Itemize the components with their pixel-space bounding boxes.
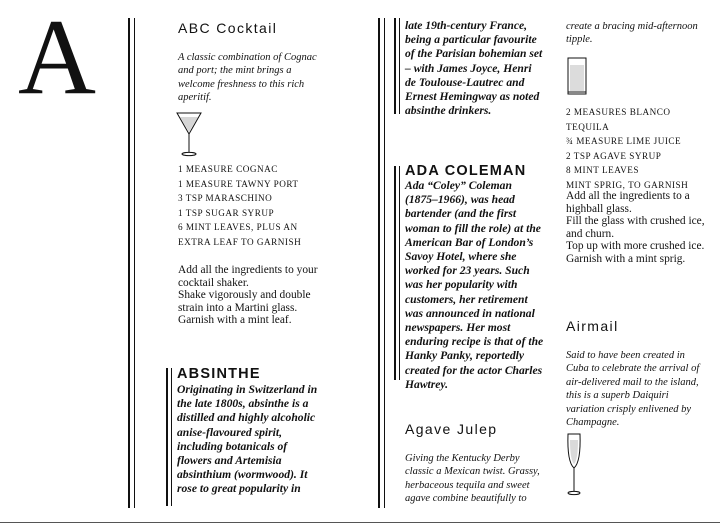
section-rule-absinthe bbox=[166, 368, 168, 506]
method-abc-cocktail bbox=[178, 264, 324, 327]
ingredient-item: 2 TSP AGAVE SYRUP bbox=[566, 150, 662, 161]
ingredient-item: MINT SPRIG, TO GARNISH bbox=[566, 179, 689, 190]
recipe-title-airmail: Airmail bbox=[566, 318, 619, 334]
ingredient-item: 1 MEASURE COGNAC bbox=[178, 164, 278, 174]
ingredient-list-abc-cocktail bbox=[178, 162, 328, 250]
recipe-intro-abc-cocktail: A classic combination of Cognac and port; the mint brings a welcome freshness to this rich aperitif. bbox=[178, 52, 317, 104]
section-rule-absinthe-thin bbox=[171, 368, 172, 506]
recipe-title-agave-julep: Agave Julep bbox=[405, 421, 498, 437]
ingredient-item: 3 TSP MARASCHINO bbox=[178, 193, 273, 204]
recipe-title-abc-cocktail: ABC Cocktail bbox=[178, 20, 278, 36]
page-bottom-rule bbox=[0, 522, 720, 523]
recipe-intro-agave-julep-continued: create a bracing mid-afternoon tipple. bbox=[566, 21, 698, 46]
method-step: Add all the ingredients to your cocktail shaker. bbox=[178, 264, 318, 289]
column-rule-left-thin bbox=[134, 18, 135, 508]
highball-glass-icon bbox=[566, 55, 588, 97]
ingredient-item: 1 MEASURE TAWNY PORT bbox=[178, 178, 299, 189]
ingredient-item: 2 MEASURES BLANCO TEQUILA bbox=[566, 107, 671, 132]
section-rule-ada-coleman-thin bbox=[399, 166, 400, 380]
column-rule-left bbox=[128, 18, 130, 508]
method-step: Top up with more crushed ice. bbox=[566, 240, 705, 253]
method-step: Fill the glass with crushed ice, and churn. bbox=[566, 215, 705, 240]
method-step: Shake vigorously and double strain into a Martini glass. bbox=[178, 289, 311, 314]
martini-glass-icon bbox=[176, 110, 202, 158]
ingredient-item: 8 MINT LEAVES bbox=[566, 165, 640, 176]
method-step: Garnish with a mint sprig. bbox=[566, 252, 686, 265]
entry-title-ada-coleman: ADA COLEMAN bbox=[405, 163, 527, 179]
recipe-intro-airmail: Said to have been created in Cuba to celebrate the arrival of air-delivered mail to the island, this is a superb Daiquiri variation crisply enlivened by Champagne. bbox=[566, 350, 700, 429]
ingredient-item: ¾ MEASURE LIME JUICE bbox=[566, 136, 682, 147]
entry-title-absinthe: ABSINTHE bbox=[177, 366, 261, 382]
entry-text-ada-coleman: Ada “Coley” Coleman (1875–1966), was head bartender (and the first woman to fill the role) at the American Bar of London’s Savoy Hotel, where she worked for 23 years. Such was her popularity with customers, her retirement was announced in national newspapers. Her most enduring recipe is that of the Hanky Panky, reportedly created for the actor Charles Hawtrey. bbox=[405, 179, 544, 391]
entry-text-absinthe-continued: late 19th-century France, being a particular favourite of the Parisian bohemian set – with James Joyce, Henri de Toulouse-Lautrec and Ernest Hemingway as noted absinthe drinkers. bbox=[405, 19, 543, 118]
ingredient-item: 6 MINT LEAVES, PLUS AN EXTRA LEAF TO GARNISH bbox=[178, 222, 302, 247]
champagne-flute-icon bbox=[564, 432, 584, 498]
section-rule-absinthe-cont bbox=[394, 18, 396, 114]
entry-text-absinthe: Originating in Switzerland in the late 1800s, absinthe is a distilled and highly alcoholic anise-flavoured spirit, including botanicals of flowers and Artemisia absinthium (wormwood). It rose to great popularity in bbox=[177, 383, 318, 496]
method-step: Garnish with a mint leaf. bbox=[178, 314, 292, 327]
ingredient-item: 1 TSP SUGAR SYRUP bbox=[178, 207, 275, 218]
recipe-intro-agave-julep: Giving the Kentucky Derby classic a Mexican twist. Grassy, herbaceous tequila and sweet agave combine beautifully to bbox=[405, 453, 540, 505]
section-letter: A bbox=[18, 0, 96, 117]
section-rule-absinthe-cont-thin bbox=[399, 18, 400, 114]
method-agave-julep bbox=[566, 190, 706, 266]
section-rule-ada-coleman bbox=[394, 166, 396, 380]
column-rule-middle-thin bbox=[384, 18, 385, 508]
method-step: Add all the ingredients to a highball glass. bbox=[566, 190, 690, 215]
ingredient-list-agave-julep bbox=[566, 105, 711, 193]
column-rule-middle bbox=[378, 18, 380, 508]
